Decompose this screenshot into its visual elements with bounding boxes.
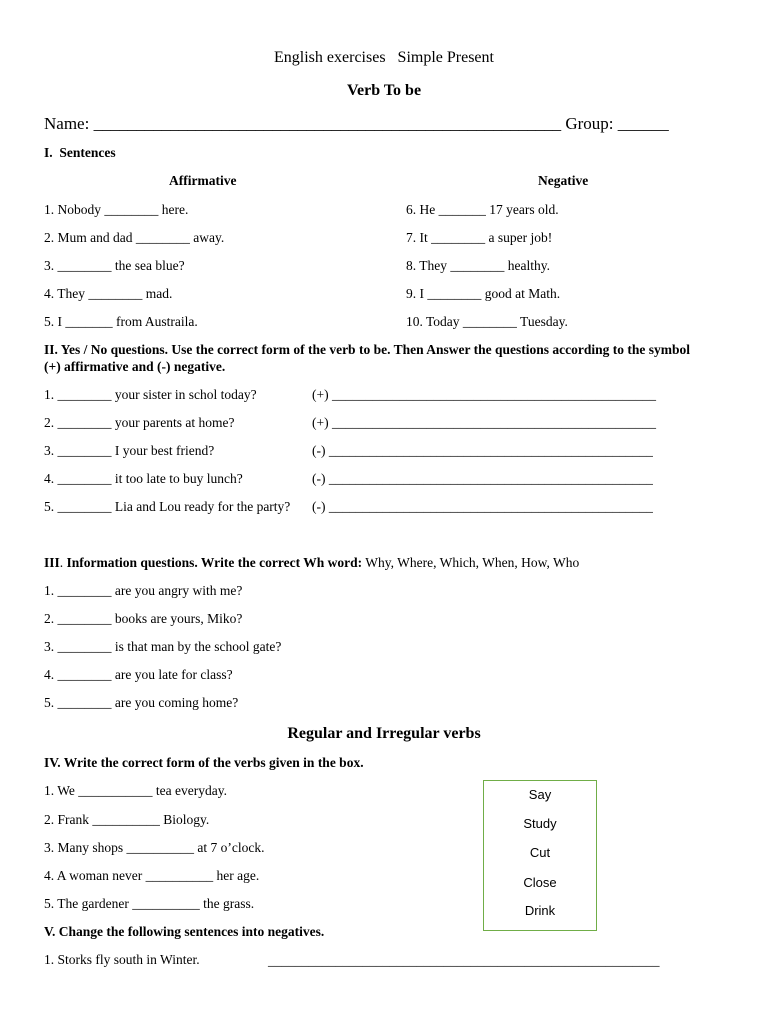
affirmative-item: 3. ________ the sea blue? (44, 258, 185, 273)
verb-item: 3. Many shops __________ at 7 o’clock. (44, 840, 265, 855)
yes-no-question: 4. ________ it too late to buy lunch? (44, 471, 243, 486)
section-3-numeral: III (44, 555, 60, 570)
verb-item: 5. The gardener __________ the grass. (44, 896, 255, 911)
yes-no-question: 5. ________ Lia and Lou ready for the party? (44, 499, 291, 514)
section-5-heading: V. Change the following sentences into negatives. (44, 924, 325, 939)
affirmative-item: 1. Nobody ________ here. (44, 202, 189, 217)
affirmative-item: 5. I _______ from Austraila. (44, 314, 198, 329)
negative-item: 6. He _______ 17 years old. (406, 202, 559, 217)
affirmative-item: 4. They ________ mad. (44, 286, 173, 301)
page-subtitle: Verb To be (346, 82, 422, 99)
section-1-heading: I. Sentences (44, 145, 116, 160)
wh-question: 1. ________ are you angry with me? (44, 583, 243, 598)
answer-line: (+) ________________________________________________ (312, 387, 656, 402)
wh-question: 3. ________ is that man by the school gate? (44, 639, 282, 654)
verb-item: 1. We ___________ tea everyday. (44, 783, 227, 798)
word-box-item: Cut (529, 845, 551, 860)
word-box-item: Study (523, 816, 557, 831)
name-group-line: Name: _______________________________________________________ Group: ______ (44, 114, 669, 133)
page-title: English exercises Simple Present (274, 49, 494, 66)
yes-no-question: 2. ________ your parents at home? (44, 415, 235, 430)
negative-item: 9. I ________ good at Math. (406, 286, 561, 301)
yes-no-question: 1. ________ your sister in schol today? (44, 387, 257, 402)
yes-no-question: 3. ________ I your best friend? (44, 443, 215, 458)
section-2-heading-cont: (+) affirmative and (-) negative. (44, 359, 226, 374)
negative-column-heading: Negative (538, 173, 589, 188)
wh-question: 4. ________ are you late for class? (44, 667, 233, 682)
affirmative-column-heading: Affirmative (169, 173, 237, 188)
negative-item: 10. Today ________ Tuesday. (406, 314, 568, 329)
word-box-item: Say (528, 787, 552, 802)
section-3-dot: . (59, 555, 67, 570)
word-box-item: Drink (524, 903, 556, 918)
wh-question: 5. ________ are you coming home? (44, 695, 239, 710)
verb-item: 2. Frank __________ Biology. (44, 812, 210, 827)
section-4-title: Regular and Irregular verbs (287, 725, 481, 742)
negative-sentence-item: 1. Storks fly south in Winter. (44, 952, 200, 967)
wh-question: 2. ________ books are yours, Miko? (44, 611, 243, 626)
affirmative-item: 2. Mum and dad ________ away. (44, 230, 225, 245)
answer-line: (-) ________________________________________________ (312, 499, 653, 514)
answer-line: (-) ________________________________________________ (312, 443, 653, 458)
section-4-heading: IV. Write the correct form of the verbs given in the box. (44, 755, 364, 770)
wh-word-list: Why, Where, Which, When, How, Who (362, 555, 580, 570)
negative-item: 7. It ________ a super job! (406, 230, 553, 245)
word-box (483, 780, 597, 931)
word-box-item: Close (523, 875, 557, 890)
section-3-instruction: Information questions. Write the correct Wh word: (66, 555, 363, 570)
negative-item: 8. They ________ healthy. (406, 258, 550, 273)
verb-item: 4. A woman never __________ her age. (44, 868, 260, 883)
answer-line: __________________________________________________________ (268, 953, 660, 968)
section-2-heading: II. Yes / No questions. Use the correct form of the verb to be. Then Answer the questions according to the symbol (44, 342, 690, 357)
answer-line: (+) ________________________________________________ (312, 415, 656, 430)
answer-line: (-) ________________________________________________ (312, 471, 653, 486)
section-3-heading (44, 555, 579, 571)
